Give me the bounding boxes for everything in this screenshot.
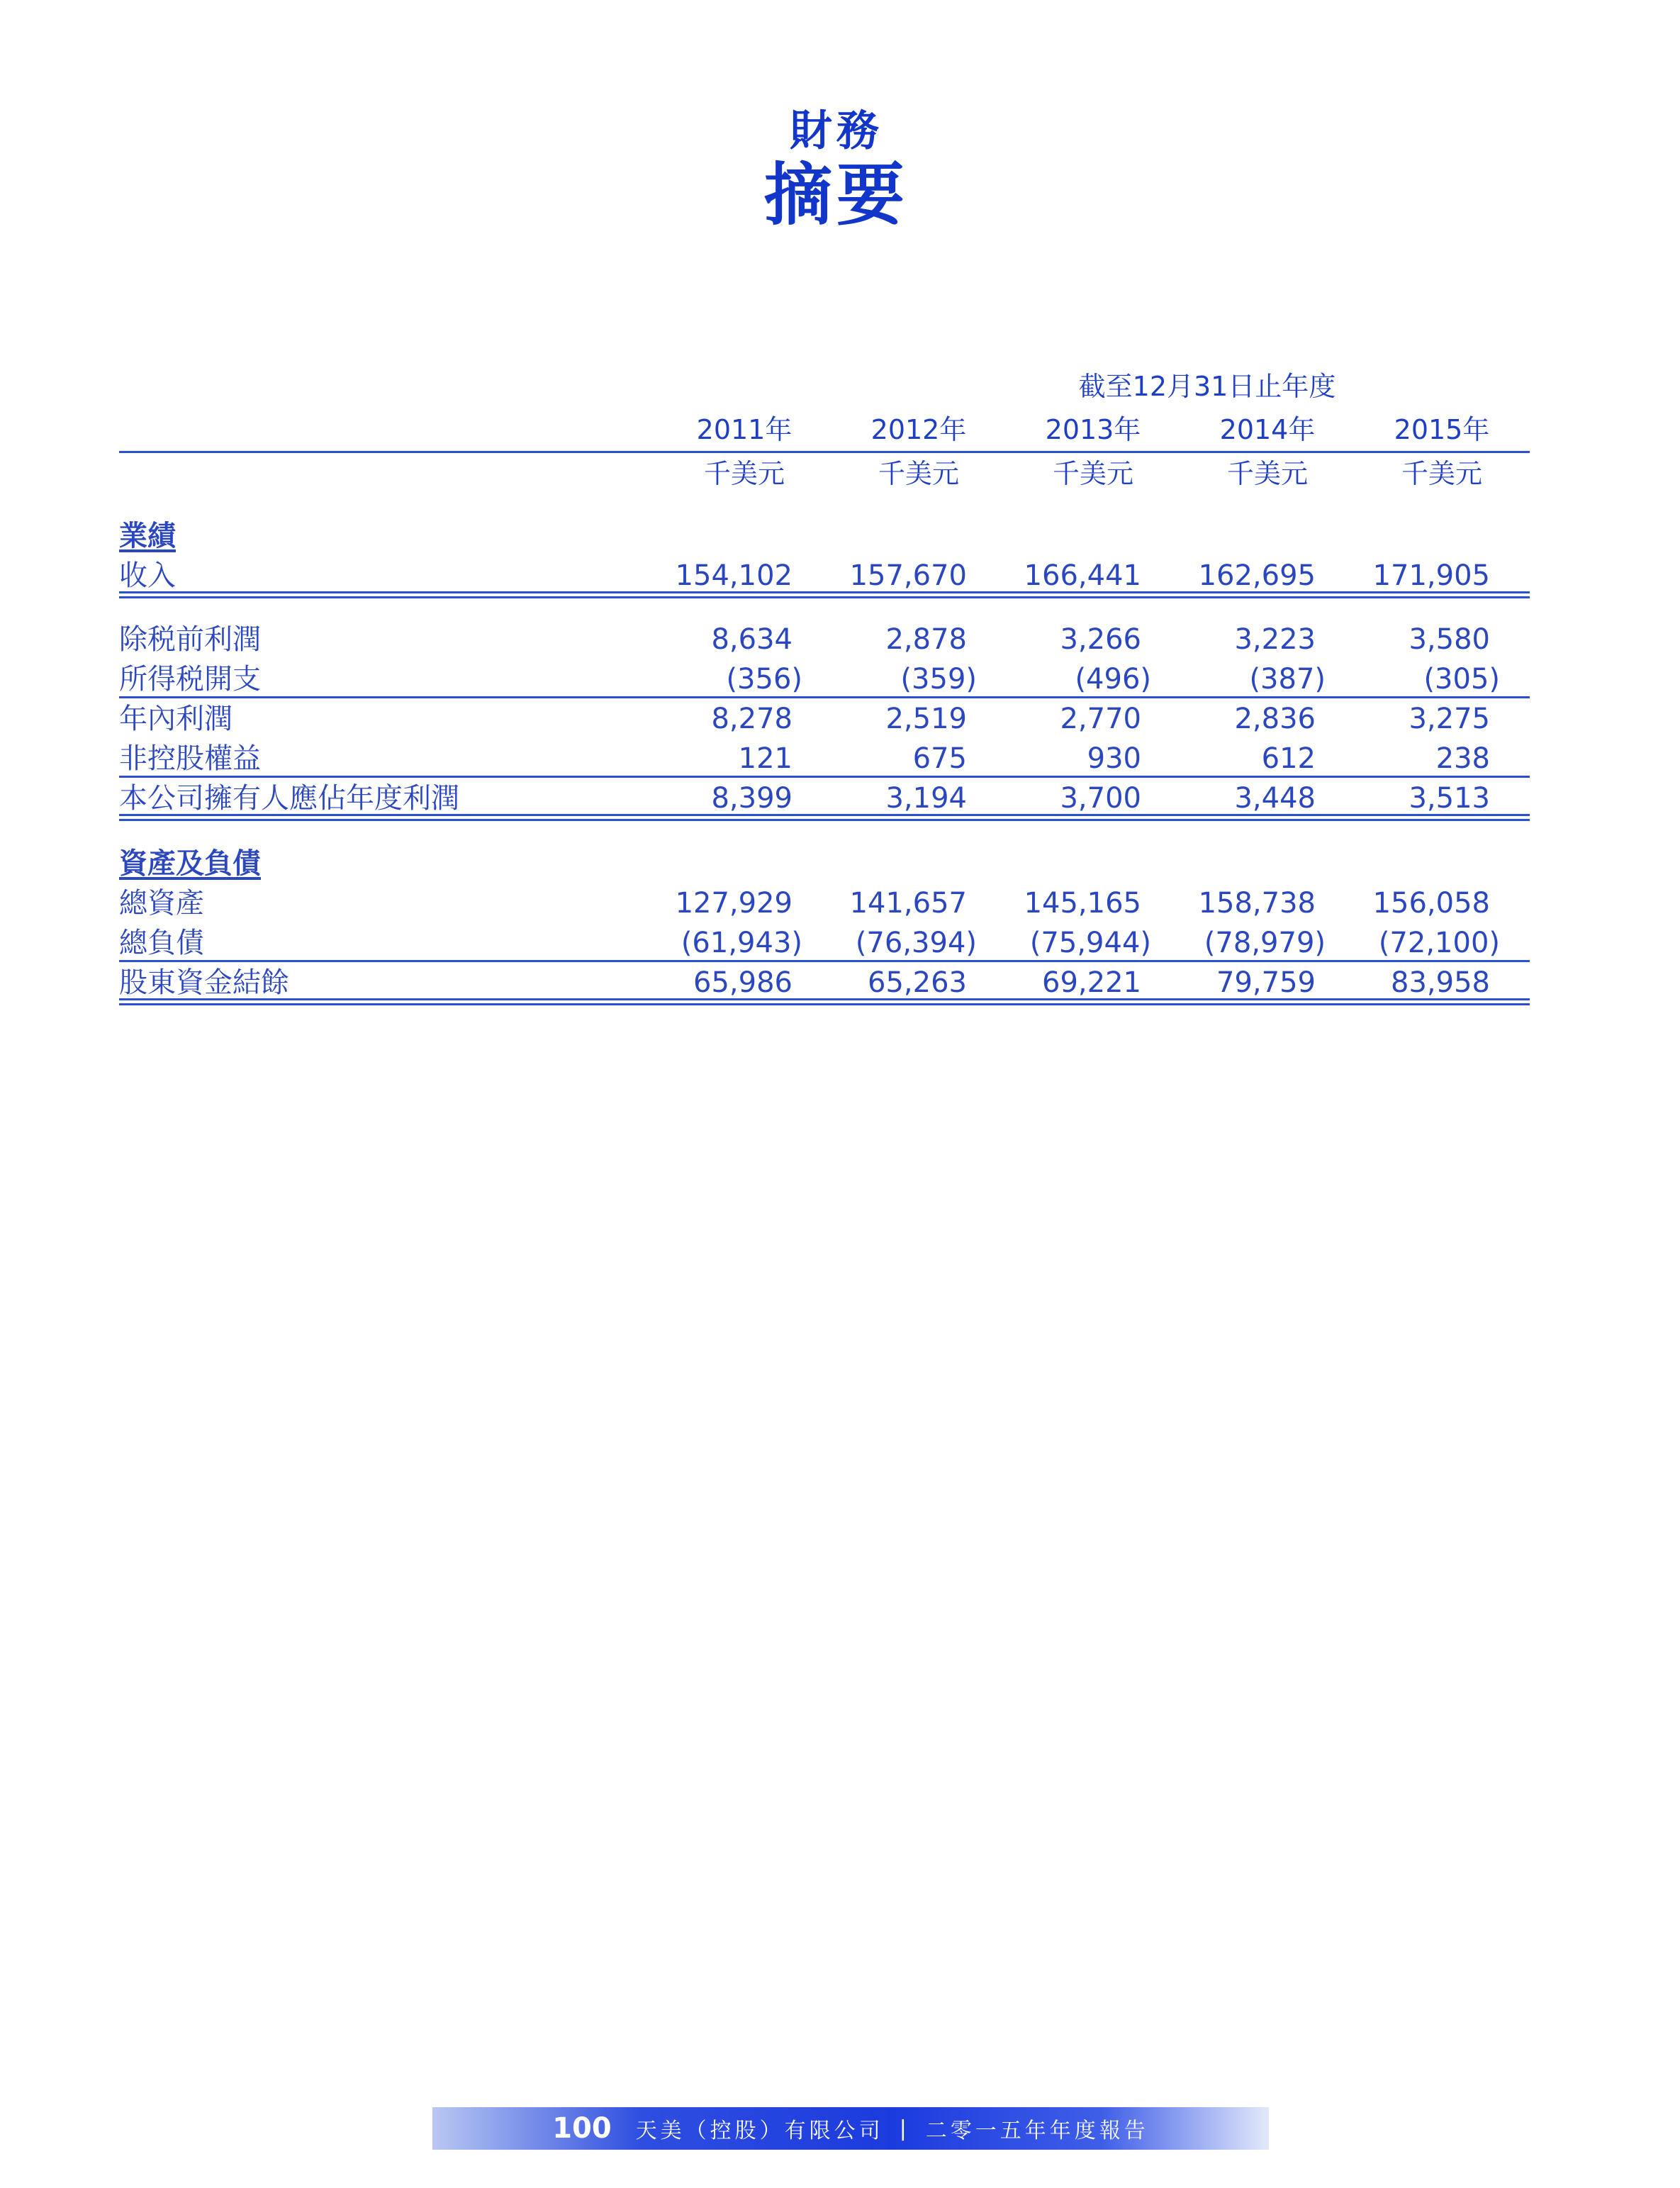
- double-rule: [119, 814, 1530, 821]
- cell-value: 3,448: [1234, 782, 1316, 815]
- section-heading: 業績: [119, 520, 176, 552]
- section-heading-results: [119, 516, 1530, 556]
- cell-value: 3,194: [885, 782, 967, 815]
- section-heading: 資產及負債: [119, 847, 261, 880]
- page-title: [0, 106, 1680, 234]
- cell-value: (359): [900, 663, 977, 696]
- cell-value: 65,986: [693, 966, 793, 999]
- cell-value: 8,399: [711, 782, 793, 815]
- row-label: 非控股權益: [119, 742, 261, 775]
- row-label: 收入: [119, 559, 176, 592]
- cell-value: 930: [1087, 742, 1141, 775]
- row-label: 股東資金結餘: [119, 966, 289, 999]
- year-header: 2012年: [870, 414, 967, 445]
- year-header: 2011年: [696, 414, 793, 445]
- unit-header: 千美元: [1401, 458, 1482, 489]
- year-header: 2015年: [1394, 414, 1490, 445]
- single-rule: [119, 696, 1530, 698]
- table-row-profit-for-year: [119, 699, 1530, 739]
- unit-header: 千美元: [703, 458, 785, 489]
- double-rule: [119, 998, 1530, 1005]
- cell-value: 238: [1435, 742, 1490, 775]
- cell-value: (356): [726, 663, 802, 696]
- single-rule: [119, 776, 1530, 778]
- header-divider: [119, 451, 1530, 453]
- cell-value: 3,223: [1234, 623, 1316, 656]
- cell-value: 79,759: [1216, 966, 1316, 999]
- cell-value: 2,836: [1234, 703, 1316, 735]
- unit-header: 千美元: [878, 458, 959, 489]
- row-label: 除税前利潤: [119, 623, 261, 656]
- table-row-profit-attributable: [119, 778, 1530, 818]
- cell-value: 157,670: [849, 559, 967, 592]
- footer-text: [432, 2107, 1269, 2150]
- cell-value: (72,100): [1378, 927, 1500, 959]
- cell-value: 121: [738, 742, 793, 775]
- cell-value: 8,634: [711, 623, 793, 656]
- cell-value: 65,263: [868, 966, 967, 999]
- cell-value: 612: [1261, 742, 1316, 775]
- row-label: 本公司擁有人應佔年度利潤: [119, 782, 459, 815]
- page-title-line1: 財務: [790, 106, 883, 156]
- cell-value: 171,905: [1372, 559, 1490, 592]
- cell-value: 3,275: [1409, 703, 1490, 735]
- page-title-line2: 摘要: [764, 155, 909, 235]
- cell-value: 83,958: [1391, 966, 1490, 999]
- cell-value: (75,944): [1029, 927, 1151, 959]
- page-number: 100: [552, 2112, 612, 2145]
- cell-value: 3,580: [1409, 623, 1490, 656]
- cell-value: 141,657: [849, 887, 967, 920]
- cell-value: 2,878: [885, 623, 967, 656]
- row-label: 所得税開支: [119, 663, 261, 696]
- table-row-total-assets: [119, 883, 1530, 923]
- cell-value: 127,929: [675, 887, 793, 920]
- cell-value: 2,519: [885, 703, 967, 735]
- cell-value: 8,278: [711, 703, 793, 735]
- unit-header: 千美元: [1052, 458, 1133, 489]
- cell-value: 156,058: [1372, 887, 1490, 920]
- cell-value: 675: [912, 742, 967, 775]
- unit-header: 千美元: [1226, 458, 1308, 489]
- table-row-shareholders-funds: [119, 963, 1530, 1003]
- row-label: 總負債: [119, 927, 204, 959]
- unit-header-row: [119, 455, 1530, 492]
- cell-value: 69,221: [1042, 966, 1141, 999]
- cell-value: 3,700: [1060, 782, 1141, 815]
- table-row-total-liabilities: [119, 923, 1530, 963]
- page-footer: [432, 2107, 1269, 2150]
- footer-company: 天美（控股）有限公司: [635, 2119, 884, 2143]
- row-label: 年內利潤: [119, 703, 233, 735]
- double-rule: [119, 591, 1530, 598]
- cell-value: 3,513: [1409, 782, 1490, 815]
- cell-value: (76,394): [855, 927, 977, 959]
- footer-separator: |: [899, 2116, 910, 2141]
- cell-value: 162,695: [1198, 559, 1316, 592]
- year-header-row: [119, 411, 1530, 448]
- cell-value: 154,102: [675, 559, 793, 592]
- table-row-non-controlling-interests: [119, 739, 1530, 778]
- cell-value: (78,979): [1204, 927, 1326, 959]
- cell-value: (61,943): [681, 927, 802, 959]
- table-row-income-tax: [119, 659, 1530, 699]
- cell-value: 166,441: [1024, 559, 1141, 592]
- cell-value: (387): [1249, 663, 1326, 696]
- footer-report-title: 二零一五年年度報告: [925, 2119, 1149, 2143]
- cell-value: 158,738: [1198, 887, 1316, 920]
- year-header: 2014年: [1219, 414, 1316, 445]
- single-rule: [119, 960, 1530, 962]
- cell-value: 2,770: [1060, 703, 1141, 735]
- cell-value: 3,266: [1060, 623, 1141, 656]
- cell-value: (496): [1075, 663, 1151, 696]
- year-header: 2013年: [1045, 414, 1141, 445]
- row-label: 總資產: [119, 887, 204, 920]
- table-row-profit-before-tax: [119, 620, 1530, 659]
- section-heading-assets: [119, 844, 1530, 883]
- cell-value: 145,165: [1024, 887, 1141, 920]
- cell-value: (305): [1423, 663, 1500, 696]
- period-label: 截至12月31日止年度: [1078, 371, 1336, 402]
- table-row-revenue: [119, 556, 1530, 596]
